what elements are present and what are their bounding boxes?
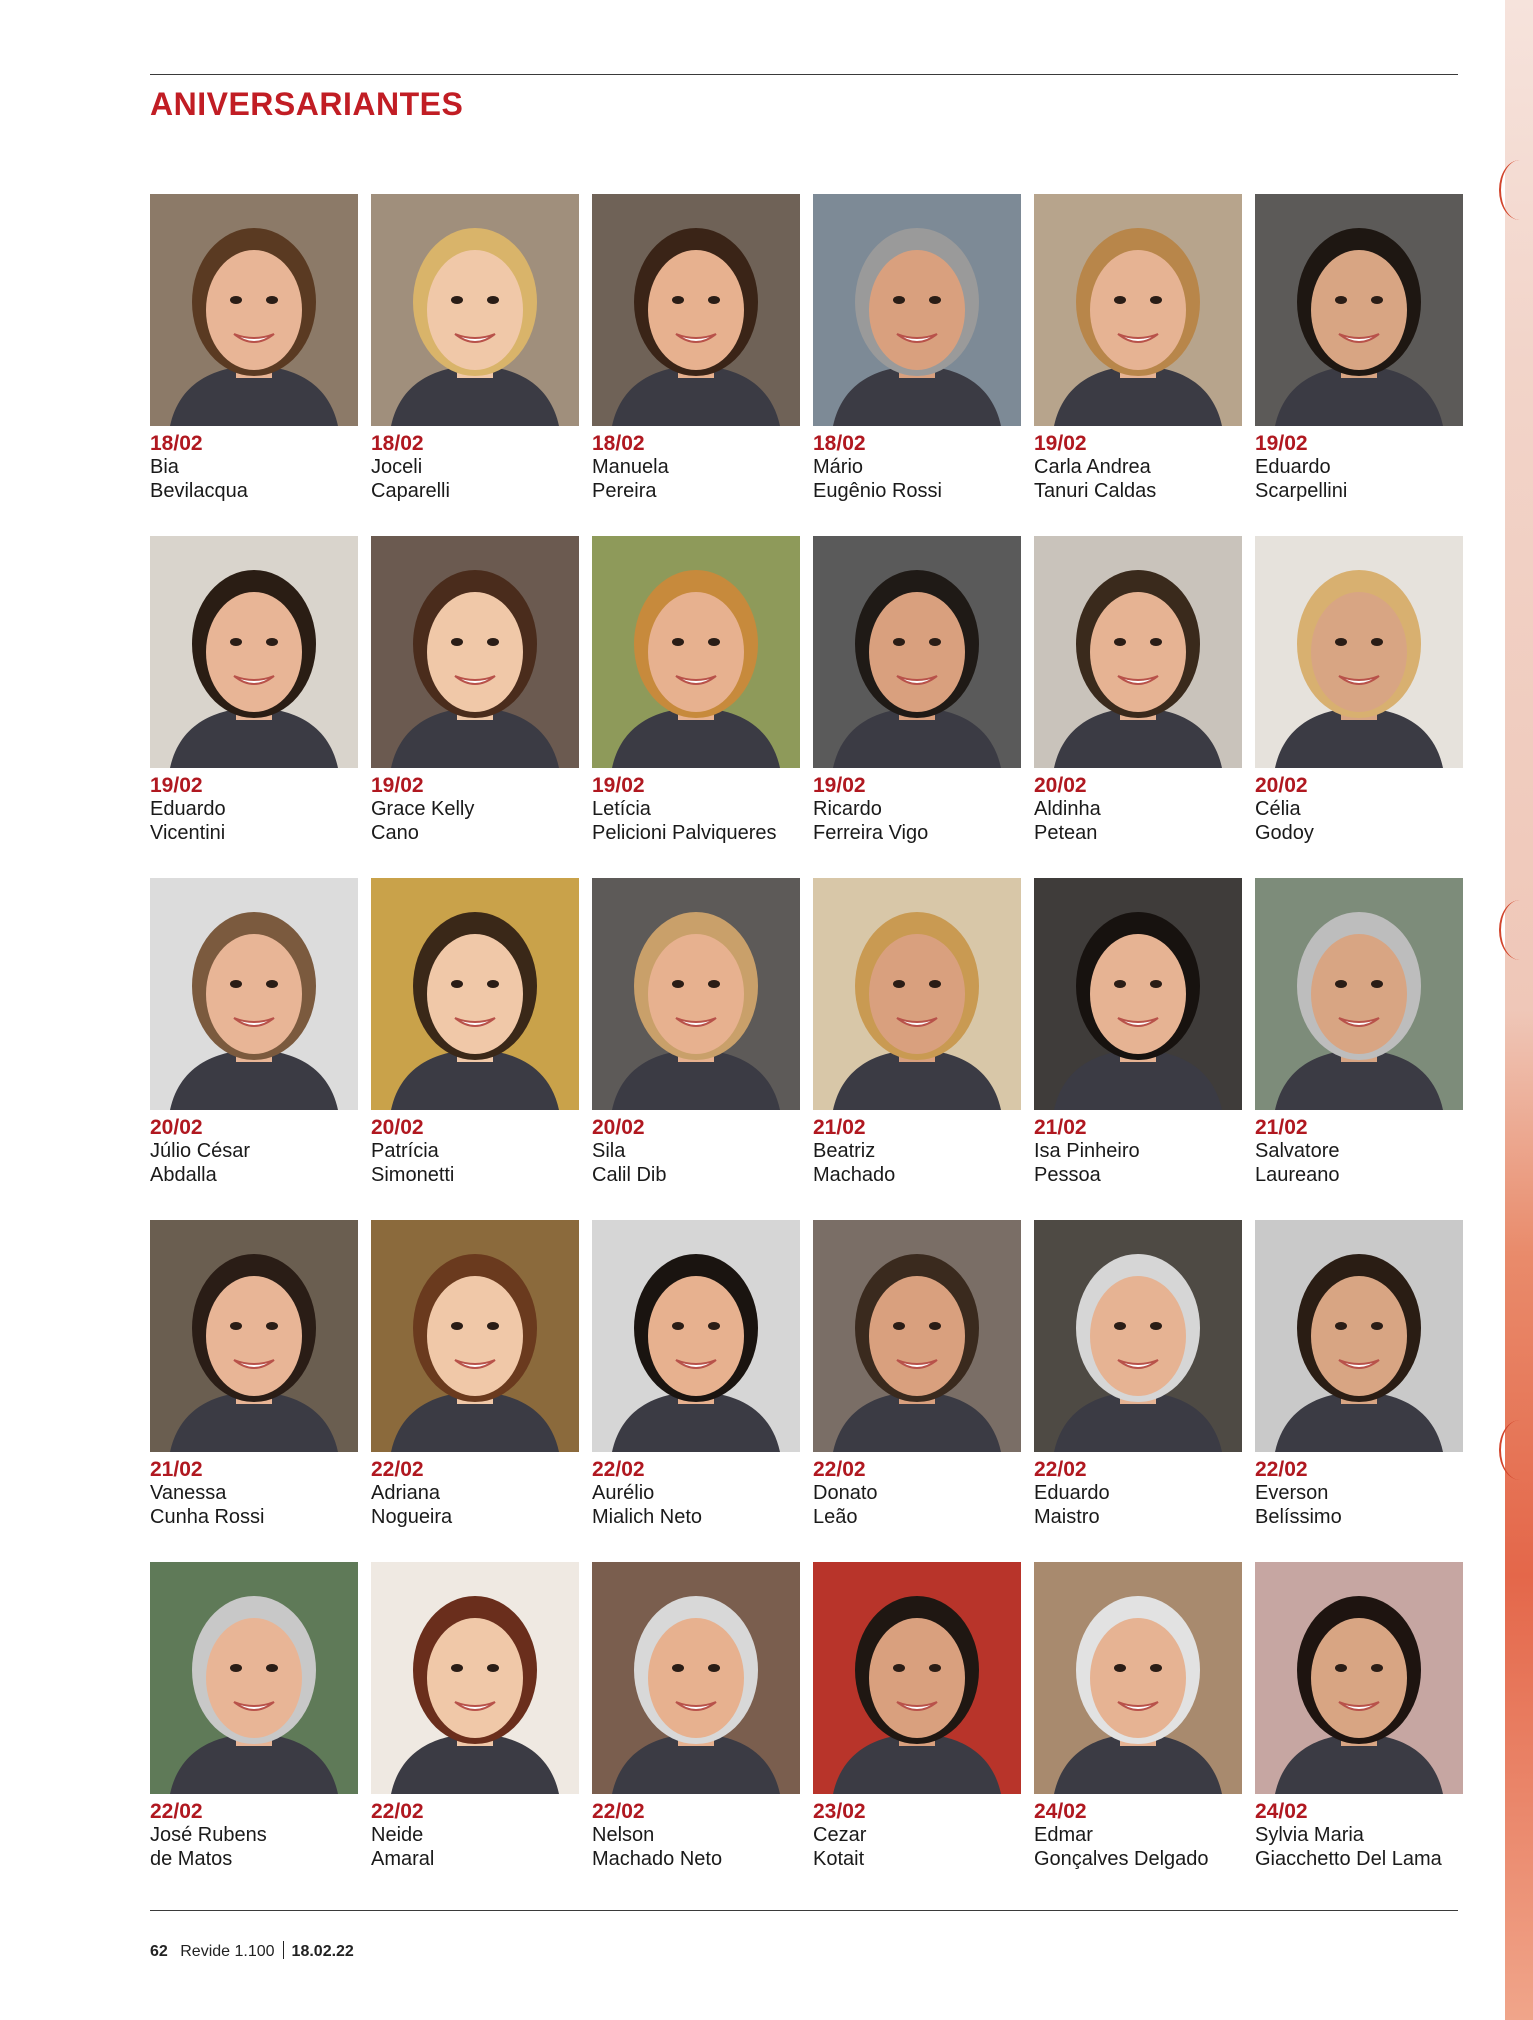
- birthday-card: [1034, 1220, 1242, 1529]
- portrait-photo: [813, 878, 1021, 1110]
- birthday-card: [1255, 1220, 1463, 1529]
- person-name-line-1: Eduardo: [150, 798, 226, 820]
- person-name-line-2: Tanuri Caldas: [1034, 480, 1157, 502]
- birthday-card: [592, 1220, 800, 1529]
- issue-date: 18.02.22: [291, 1943, 354, 1960]
- birthday-date: 20/02: [592, 1116, 645, 1139]
- birthday-date: 22/02: [592, 1800, 645, 1823]
- birthday-card: [371, 536, 579, 845]
- birthday-date: 19/02: [1034, 432, 1087, 455]
- birthday-date: 24/02: [1034, 1800, 1087, 1823]
- person-name-line-1: Adriana: [371, 1482, 440, 1504]
- person-name-line-1: Manuela: [592, 456, 669, 478]
- person-name-line-2: Giacchetto Del Lama: [1255, 1848, 1442, 1870]
- person-name-line-1: Eduardo: [1255, 456, 1331, 478]
- person-name-line-2: Maistro: [1034, 1506, 1100, 1528]
- person-name-line-1: Aldinha: [1034, 798, 1101, 820]
- person-name-line-1: Nelson: [592, 1824, 655, 1846]
- birthday-card: [371, 1220, 579, 1529]
- birthday-card: [1255, 878, 1463, 1187]
- person-name-line-2: Vicentini: [150, 822, 226, 844]
- portrait-photo: [371, 1220, 579, 1452]
- decorative-curve: [1499, 1420, 1533, 1480]
- birthday-date: 22/02: [371, 1458, 424, 1481]
- birthday-date: 20/02: [150, 1116, 203, 1139]
- person-name-line-2: Cano: [371, 822, 419, 844]
- magazine-issue: Revide 1.100: [180, 1943, 275, 1960]
- birthday-card: [592, 194, 800, 503]
- birthday-date: 22/02: [371, 1800, 424, 1823]
- decorative-curve: [1499, 160, 1533, 220]
- person-name-line-2: Bevilacqua: [150, 480, 248, 502]
- person-name-line-2: Simonetti: [371, 1164, 455, 1186]
- portrait-photo: [592, 1220, 800, 1452]
- person-name-line-2: Cunha Rossi: [150, 1506, 265, 1528]
- birthday-date: 18/02: [813, 432, 866, 455]
- person-name-line-1: Sila: [592, 1140, 626, 1162]
- birthday-card: [371, 194, 579, 503]
- person-name-line-2: Amaral: [371, 1848, 435, 1870]
- birthday-date: 21/02: [1034, 1116, 1087, 1139]
- footer-divider: [283, 1941, 284, 1959]
- page-footer: [150, 1941, 354, 1961]
- person-name-line-1: Isa Pinheiro: [1034, 1140, 1140, 1162]
- person-name-line-2: Ferreira Vigo: [813, 822, 929, 844]
- person-name-line-2: Gonçalves Delgado: [1034, 1848, 1209, 1870]
- portrait-photo: [150, 194, 358, 426]
- person-name-line-1: Letícia: [592, 798, 651, 820]
- birthday-date: 19/02: [1255, 432, 1308, 455]
- person-name-line-1: Patrícia: [371, 1140, 439, 1162]
- portrait-photo: [592, 194, 800, 426]
- portrait-photo: [1255, 1562, 1463, 1794]
- birthday-card: [813, 536, 1021, 845]
- birthday-card: [150, 878, 358, 1187]
- person-name-line-2: Nogueira: [371, 1506, 453, 1528]
- birthday-card: [813, 878, 1021, 1187]
- top-rule: [150, 74, 1458, 75]
- person-name-line-2: Petean: [1034, 822, 1098, 844]
- person-name-line-1: Bia: [150, 456, 179, 478]
- birthday-date: 20/02: [1034, 774, 1087, 797]
- decorative-curve: [1499, 900, 1533, 960]
- person-name-line-2: Kotait: [813, 1848, 865, 1870]
- decorative-side-strip: [1505, 0, 1533, 2020]
- person-name-line-1: Carla Andrea: [1034, 456, 1151, 478]
- birthday-date: 22/02: [1034, 1458, 1087, 1481]
- portrait-photo: [371, 536, 579, 768]
- person-name-line-2: Mialich Neto: [592, 1506, 703, 1528]
- person-name-line-1: José Rubens: [150, 1824, 267, 1846]
- birthday-card: [1034, 878, 1242, 1187]
- person-name-line-1: Joceli: [371, 456, 423, 478]
- section-title: ANIVERSARIANTES: [150, 86, 464, 122]
- person-name-line-1: Mário: [813, 456, 864, 478]
- birthday-card: [150, 1220, 358, 1529]
- person-name-line-2: Machado: [813, 1164, 896, 1186]
- birthday-date: 24/02: [1255, 1800, 1308, 1823]
- person-name-line-2: Leão: [813, 1506, 858, 1528]
- birthday-date: 19/02: [371, 774, 424, 797]
- portrait-photo: [1034, 194, 1242, 426]
- birthday-card: [150, 194, 358, 503]
- portrait-photo: [1255, 194, 1463, 426]
- portrait-photo: [813, 194, 1021, 426]
- portrait-photo: [1034, 536, 1242, 768]
- person-name-line-2: Caparelli: [371, 480, 450, 502]
- person-name-line-2: Eugênio Rossi: [813, 480, 942, 502]
- birthday-date: 18/02: [150, 432, 203, 455]
- portrait-photo: [371, 194, 579, 426]
- person-name-line-2: Belíssimo: [1255, 1506, 1342, 1528]
- portrait-photo: [813, 536, 1021, 768]
- portrait-photo: [371, 878, 579, 1110]
- person-name-line-2: Pereira: [592, 480, 657, 502]
- birthday-date: 20/02: [371, 1116, 424, 1139]
- person-name-line-2: Pelicioni Palviqueres: [592, 822, 777, 844]
- birthday-card: [371, 1562, 579, 1871]
- person-name-line-1: Júlio César: [150, 1140, 251, 1162]
- portrait-photo: [150, 878, 358, 1110]
- person-name-line-1: Salvatore: [1255, 1140, 1340, 1162]
- portrait-photo: [1034, 1220, 1242, 1452]
- birthday-card: [592, 536, 800, 845]
- person-name-line-1: Cezar: [813, 1824, 867, 1846]
- person-name-line-2: Machado Neto: [592, 1848, 723, 1870]
- bottom-rule: [150, 1910, 1458, 1911]
- birthday-card: [1034, 1562, 1242, 1871]
- portrait-photo: [150, 1562, 358, 1794]
- birthday-card: [1255, 1562, 1463, 1871]
- birthday-card: [592, 1562, 800, 1871]
- birthday-date: 22/02: [592, 1458, 645, 1481]
- birthday-date: 22/02: [813, 1458, 866, 1481]
- person-name-line-1: Neide: [371, 1824, 424, 1846]
- person-name-line-1: Edmar: [1034, 1824, 1093, 1846]
- birthday-date: 22/02: [150, 1800, 203, 1823]
- birthday-card: [150, 1562, 358, 1871]
- birthday-date: 22/02: [1255, 1458, 1308, 1481]
- birthday-date: 21/02: [150, 1458, 203, 1481]
- portrait-photo: [1034, 1562, 1242, 1794]
- person-name-line-2: de Matos: [150, 1848, 233, 1870]
- portrait-photo: [1255, 878, 1463, 1110]
- person-name-line-1: Ricardo: [813, 798, 882, 820]
- birthday-date: 20/02: [1255, 774, 1308, 797]
- birthday-date: 19/02: [150, 774, 203, 797]
- birthday-date: 21/02: [1255, 1116, 1308, 1139]
- page-number: 62: [150, 1943, 168, 1960]
- birthday-card: [592, 878, 800, 1187]
- birthday-card: [1034, 536, 1242, 845]
- portrait-photo: [592, 536, 800, 768]
- portrait-photo: [150, 1220, 358, 1452]
- portrait-photo: [813, 1220, 1021, 1452]
- person-name-line-2: Abdalla: [150, 1164, 217, 1186]
- birthday-card: [371, 878, 579, 1187]
- person-name-line-1: Sylvia Maria: [1255, 1824, 1364, 1846]
- birthday-date: 18/02: [592, 432, 645, 455]
- birthday-date: 23/02: [813, 1800, 866, 1823]
- person-name-line-2: Scarpellini: [1255, 480, 1348, 502]
- person-name-line-1: Beatriz: [813, 1140, 876, 1162]
- person-name-line-1: Everson: [1255, 1482, 1329, 1504]
- birthday-card: [1255, 194, 1463, 503]
- person-name-line-2: Calil Dib: [592, 1164, 667, 1186]
- person-name-line-1: Vanessa: [150, 1482, 227, 1504]
- birthday-card: [1255, 536, 1463, 845]
- person-name-line-1: Aurélio: [592, 1482, 655, 1504]
- birthday-card: [813, 194, 1021, 503]
- portrait-photo: [1034, 878, 1242, 1110]
- person-name-line-2: Godoy: [1255, 822, 1314, 844]
- person-name-line-1: Eduardo: [1034, 1482, 1110, 1504]
- birthday-date: 19/02: [592, 774, 645, 797]
- birthday-date: 18/02: [371, 432, 424, 455]
- person-name-line-2: Laureano: [1255, 1164, 1340, 1186]
- portrait-photo: [371, 1562, 579, 1794]
- person-name-line-2: Pessoa: [1034, 1164, 1101, 1186]
- person-name-line-1: Célia: [1255, 798, 1301, 820]
- birthday-date: 21/02: [813, 1116, 866, 1139]
- portrait-photo: [592, 1562, 800, 1794]
- birthday-date: 19/02: [813, 774, 866, 797]
- portrait-photo: [1255, 536, 1463, 768]
- portrait-photo: [813, 1562, 1021, 1794]
- birthday-card: [150, 536, 358, 845]
- portrait-photo: [592, 878, 800, 1110]
- portrait-photo: [1255, 1220, 1463, 1452]
- birthday-card: [1034, 194, 1242, 503]
- birthday-card: [813, 1220, 1021, 1529]
- person-name-line-1: Grace Kelly: [371, 798, 475, 820]
- birthday-card: [813, 1562, 1021, 1871]
- portrait-photo: [150, 536, 358, 768]
- person-name-line-1: Donato: [813, 1482, 878, 1504]
